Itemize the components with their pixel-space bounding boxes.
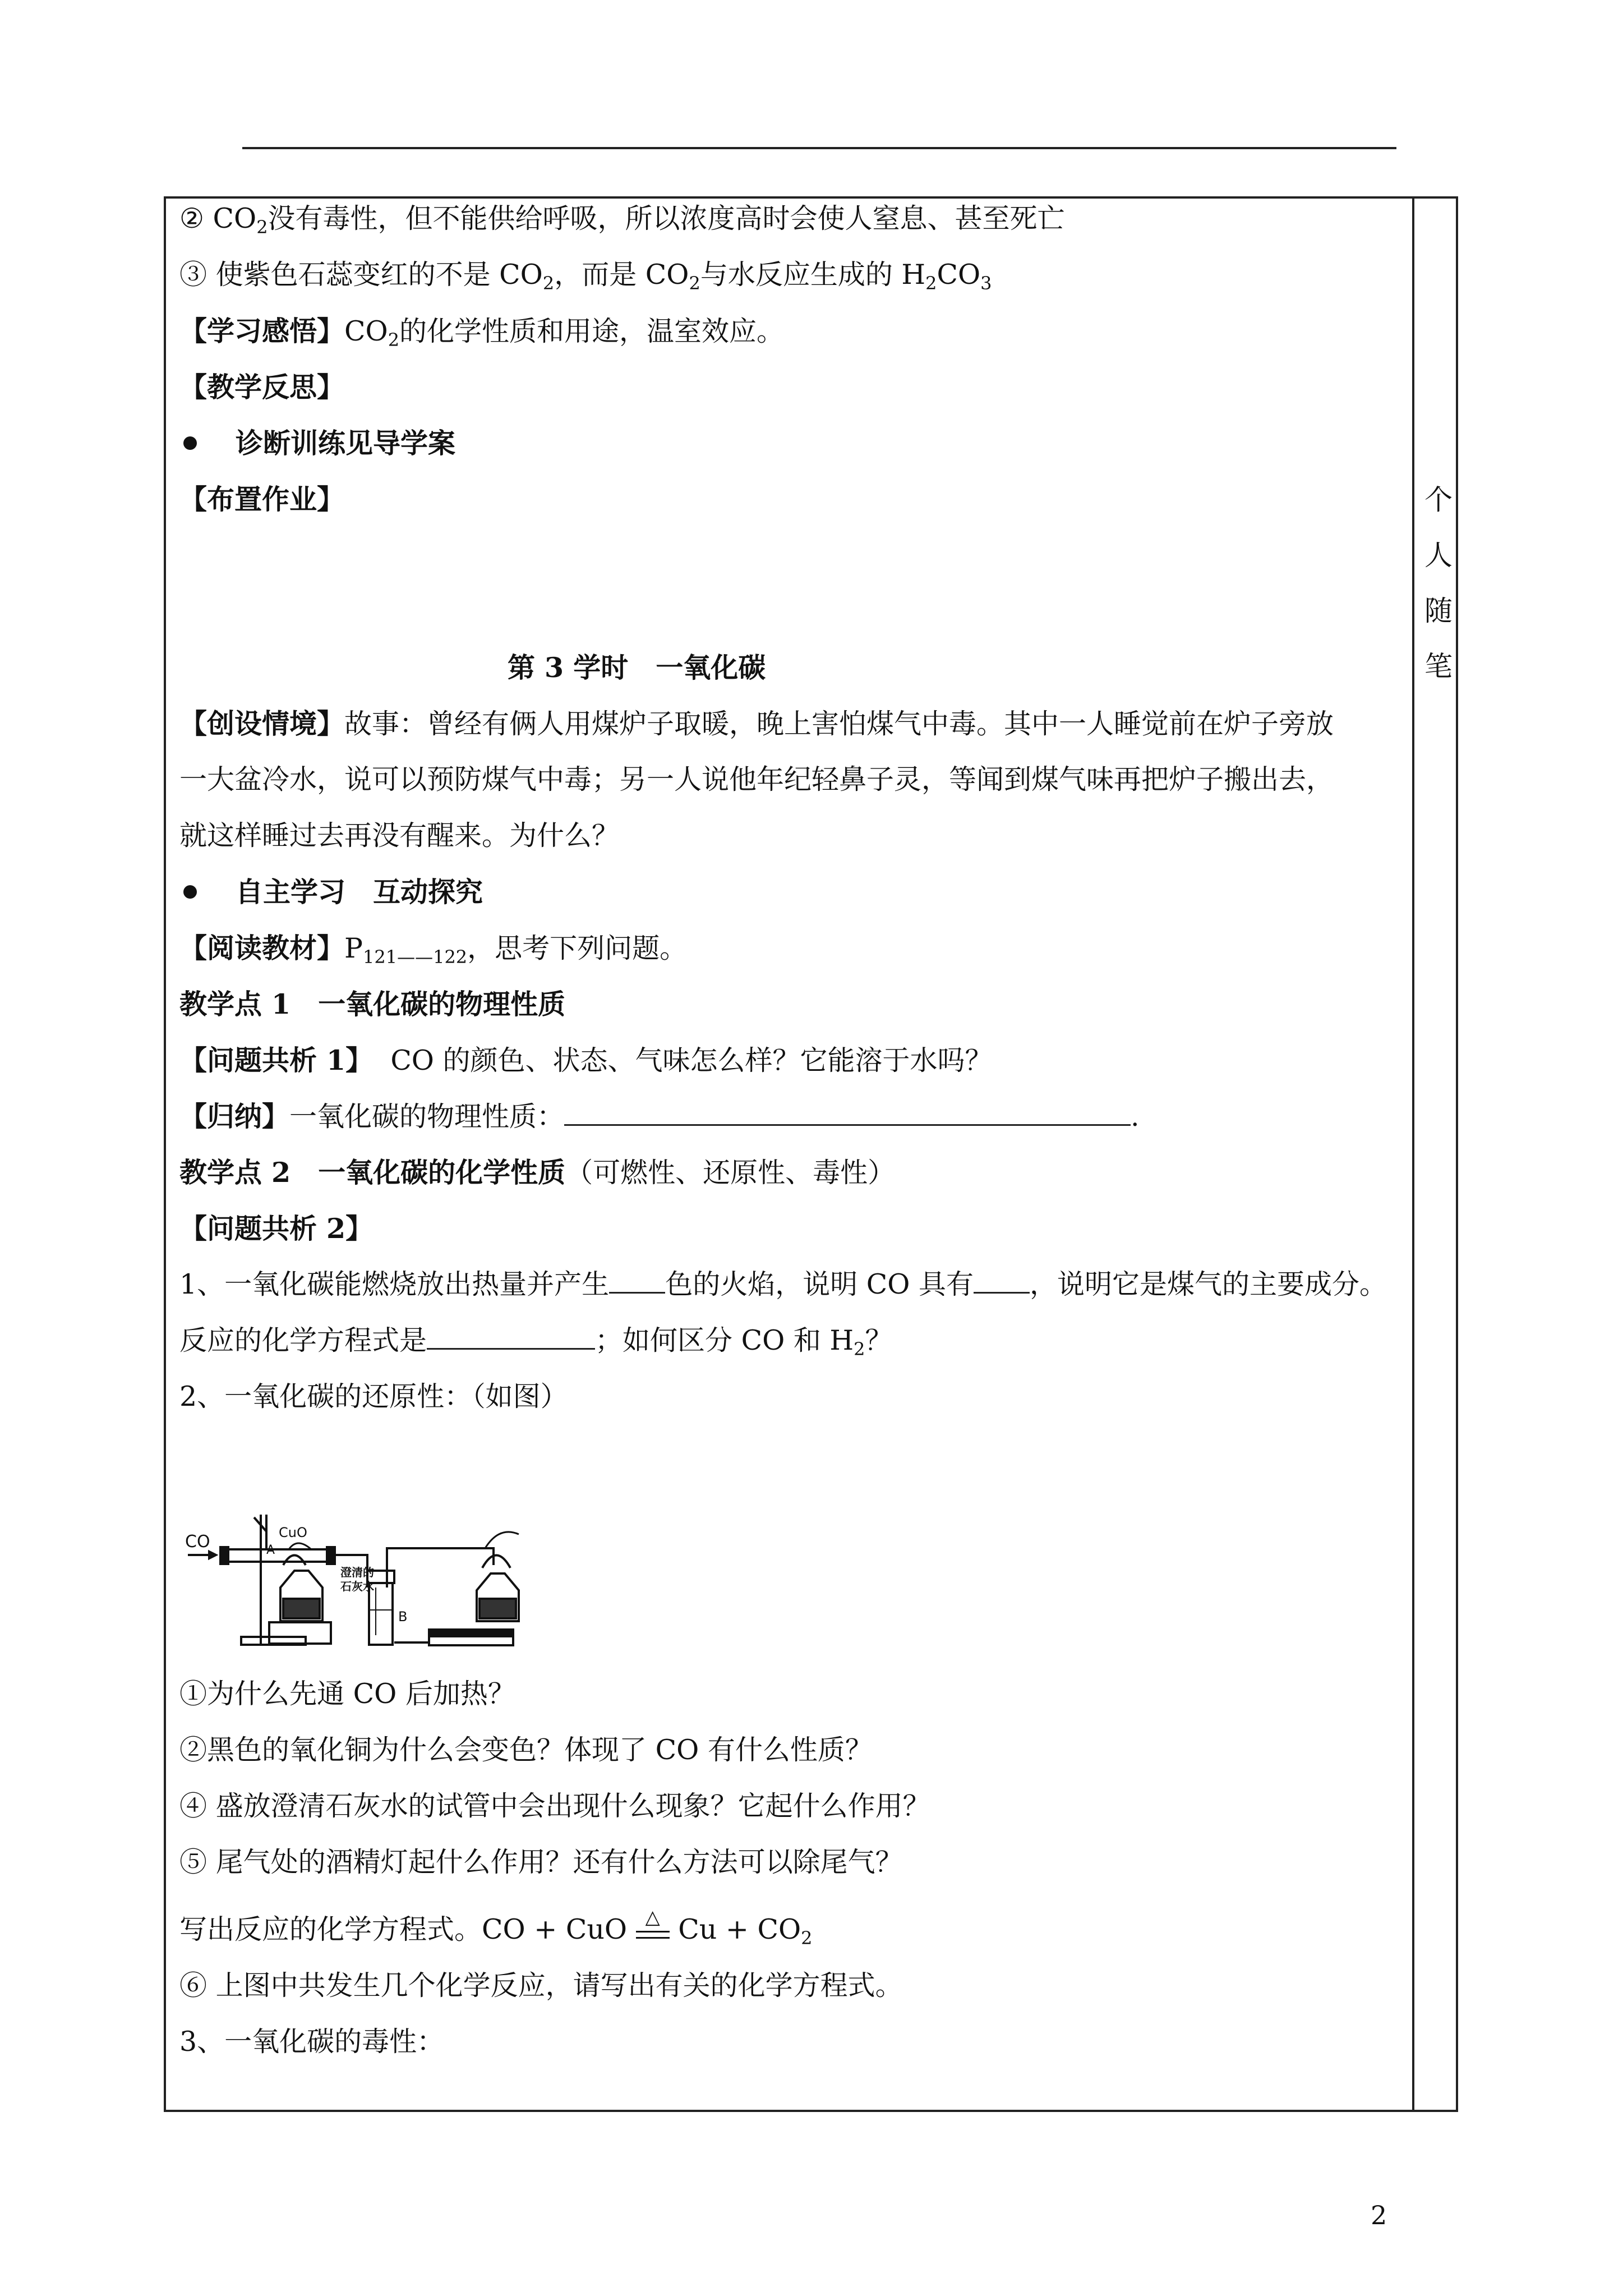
diagnosis-heading: 诊断训练见导学案 bbox=[236, 427, 456, 459]
teaching-reflection-heading: 【教学反思】 bbox=[179, 371, 345, 403]
bullet-icon bbox=[183, 436, 197, 450]
heat-condition-icon: △ bbox=[636, 1923, 670, 1939]
self-study-heading: 自主学习 互动探究 bbox=[236, 876, 483, 908]
summary-line: 【归纳】一氧化碳的物理性质： . bbox=[179, 1100, 1140, 1133]
homework-heading: 【布置作业】 bbox=[179, 483, 345, 516]
scenario-line: 【创设情境】故事：曾经有俩人用煤炉子取暖，晚上害怕煤气中毒。其中一人睡觉前在炉子旁放 bbox=[179, 707, 1334, 740]
cuo-label: CuO bbox=[279, 1525, 307, 1540]
side-note-char: 人 bbox=[1424, 539, 1453, 572]
question-line: ②黑色的氧化铜为什么会变色？体现了 CO 有什么性质？ bbox=[179, 1734, 873, 1766]
equation-line: 写出反应的化学方程式。CO + CuO △ $Cu + CO_2$ bbox=[179, 1906, 813, 1949]
side-note-char: 个 bbox=[1424, 484, 1453, 516]
lesson-title: 第 3 学时 一氧化碳 bbox=[508, 651, 766, 684]
question-line: ①为什么先通 CO 后加热？ bbox=[179, 1678, 515, 1710]
question-line: ⑥ 上图中共发生几个化学反应，请写出有关的化学方程式。 bbox=[179, 1970, 903, 2001]
note-line: ③ 使紫色石蕊变红的不是 $CO_2$，而是 $CO_2$与水反应生成的 $H_2CO_3$ bbox=[179, 259, 992, 294]
question-heading: 【问题共析 2】 bbox=[179, 1212, 374, 1245]
co-reduction-apparatus-figure bbox=[182, 1515, 592, 1649]
question-line: ⑤ 尾气处的酒精灯起什么作用？还有什么方法可以除尾气？ bbox=[179, 1846, 903, 1878]
label-a: A bbox=[266, 1543, 275, 1557]
limewater-label: 澄清的 bbox=[340, 1566, 374, 1579]
side-note-char: 随 bbox=[1424, 595, 1453, 627]
note-line: ② $CO_2$没有毒性，但不能供给呼吸，所以浓度高时会使人窒息、甚至死亡 bbox=[179, 203, 1065, 238]
label-b: B bbox=[398, 1609, 408, 1625]
scenario-line: 一大盆冷水，说可以预防煤气中毒；另一人说他年纪轻鼻子灵，等闻到煤气味再把炉子搬出去， bbox=[179, 763, 1334, 795]
answer-blank[interactable] bbox=[974, 1269, 1030, 1294]
reading-line: 【阅读教材】$P_{121——122}$，思考下列问题。 bbox=[179, 932, 688, 968]
answer-blank[interactable] bbox=[609, 1269, 665, 1294]
header-rule bbox=[242, 147, 1396, 149]
question-line: 1、一氧化碳能燃烧放出热量并产生 色的火焰，说明 CO 具有 ，说明它是煤气的主要成分。 bbox=[179, 1268, 1387, 1300]
question-line: 反应的化学方程式是 ；如何区分 CO 和 $H_2$？ bbox=[179, 1324, 893, 1360]
study-reflection-line: 【学习感悟】$CO_2$的化学性质和用途，温室效应。 bbox=[179, 315, 785, 351]
answer-blank[interactable] bbox=[427, 1326, 595, 1350]
scenario-line: 就这样睡过去再没有醒来。为什么？ bbox=[179, 820, 620, 852]
side-note-char: 笔 bbox=[1424, 650, 1453, 683]
content-table bbox=[164, 196, 1458, 2112]
question-line: 2、一氧化碳的还原性：（如图） bbox=[179, 1381, 568, 1412]
answer-blank[interactable] bbox=[564, 1102, 1131, 1126]
teaching-point-1: 教学点 1 一氧化碳的物理性质 bbox=[179, 988, 566, 1020]
teaching-point-2: 教学点 2 一氧化碳的化学性质（可燃性、还原性、毒性） bbox=[179, 1156, 896, 1189]
page-number: 2 bbox=[1371, 2200, 1387, 2230]
bullet-icon bbox=[183, 885, 197, 899]
question-line: ④ 盛放澄清石灰水的试管中会出现什么现象？它起什么作用？ bbox=[179, 1790, 930, 1822]
column-divider bbox=[1412, 196, 1414, 2112]
question-line: 【问题共析 1】 CO 的颜色、状态、气味怎么样？它能溶于水吗？ bbox=[179, 1044, 993, 1076]
co-label: CO bbox=[185, 1532, 210, 1552]
limewater-label: 石灰水 bbox=[340, 1580, 374, 1593]
question-line: 3、一氧化碳的毒性： bbox=[179, 2026, 445, 2058]
